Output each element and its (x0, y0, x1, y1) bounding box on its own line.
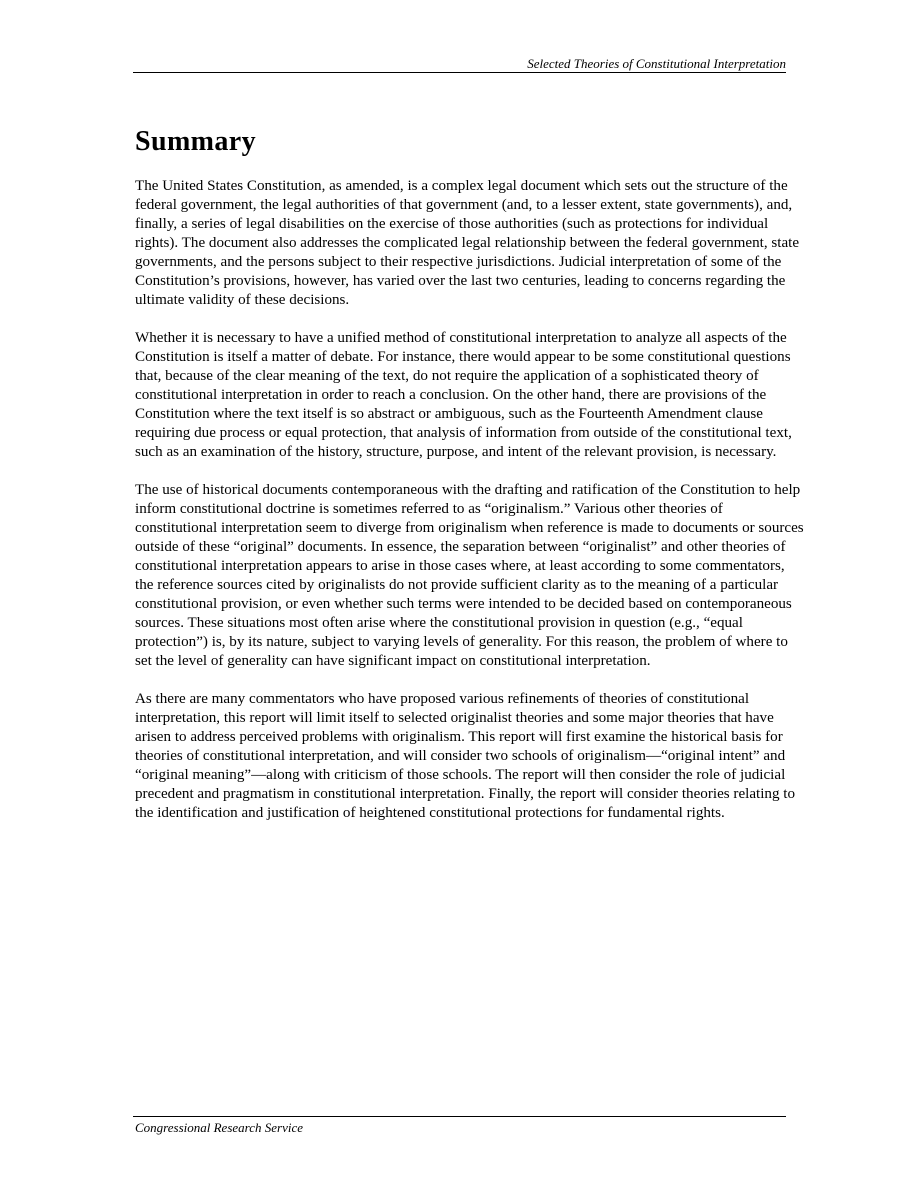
header-divider (133, 72, 786, 73)
page-title: Summary (135, 126, 257, 157)
running-footer: Congressional Research Service (135, 1120, 303, 1135)
paragraph-4: As there are many commentators who have proposed various refinements of theories of constitutional interpretation, this report will limit itself to selected originalist theories and some major theories that have arisen to address perceived problems with originalism. This report will first examine the historical basis for theories of constitutional interpretation, and will consider two schools of originalism—“original intent” and “original meaning”—along with criticism of those schools. The report will then consider the role of judicial precedent and pragmatism in constitutional interpretation. Finally, the report will consider theories relating to the identification and justification of heightened constitutional protections for fundamental rights. (135, 691, 796, 821)
running-header: Selected Theories of Constitutional Interpretation (527, 56, 786, 71)
paragraph-1: The United States Constitution, as amended, is a complex legal document which sets out the structure of the federal government, the legal authorities of that government (and, to a lesser extent, state governments), and, finally, a series of legal disabilities on the exercise of those authorities (such as protections for individual rights). The document also addresses the complicated legal relationship between the federal government, state governments, and the persons subject to their respective jurisdictions. Judicial interpretation of some of the Constitution’s provisions, however, has varied over the last two centuries, leading to concerns regarding the ultimate validity of these decisions. (135, 178, 800, 308)
summary-body (135, 177, 805, 842)
footer-divider (133, 1116, 786, 1117)
paragraph-3: The use of historical documents contemporaneous with the drafting and ratification of the Constitution to help inform constitutional doctrine is sometimes referred to as “originalism.” Various other theories of constitutional interpretation seem to diverge from originalism when reference is made to documents or sources outside of these “original” documents. In essence, the separation between “originalist” and other theories of constitutional interpretation appears to arise in those cases where, at least according to some commentators, the reference sources cited by originalists do not provide sufficient clarity as to the meaning of a particular constitutional provision, or even whether such terms were intended to be decided based on contemporaneous sources. These situations most often arise where the constitutional provision in question (e.g., “equal protection”) is, by its nature, subject to varying levels of generality. For this reason, the problem of where to set the level of generality can have significant impact on constitutional interpretation. (135, 482, 804, 669)
paragraph-2: Whether it is necessary to have a unified method of constitutional interpretation to analyze all aspects of the Constitution is itself a matter of debate. For instance, there would appear to be some constitutional questions that, because of the clear meaning of the text, do not require the application of a sophisticated theory of constitutional interpretation in order to reach a conclusion. On the other hand, there are provisions of the Constitution where the text itself is so abstract or ambiguous, such as the Fourteenth Amendment clause requiring due process or equal protection, that analysis of information from outside of the constitutional text, such as an examination of the history, structure, purpose, and intent of the relevant provision, is necessary. (135, 330, 792, 460)
